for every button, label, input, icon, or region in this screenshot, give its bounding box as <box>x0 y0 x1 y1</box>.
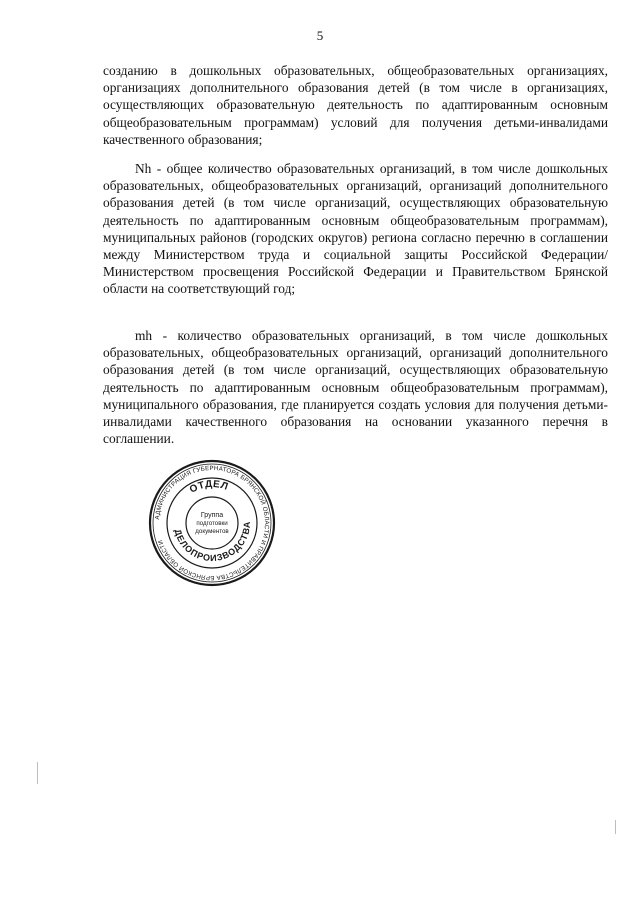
stamp-center-line-2: подготовки <box>196 520 228 527</box>
stamp-center-line-3: документов <box>195 528 229 535</box>
paragraph-1 <box>103 62 608 148</box>
stamp-seal-graphic <box>147 458 277 588</box>
stamp-center-line-1: Группа <box>200 512 224 519</box>
page-number: 5 <box>316 28 324 43</box>
paragraph-2-text: Nh - общее количество образовательных организаций, в том числе дошкольных образовательных, общеобразовательных организаций, организаций дополнительного образования детей (в том числе организаций, осуществляющих образовательную деятельность по адаптированным основным общеобразовательным программам), муниципальных районов (городских округов) региона согласно перечню в соглашении между Министерством труда и социальной защиты Российской Федерации/Министерством просвещения Российской Федерации и Правительством Брянской области на соответствующий год; <box>103 161 608 297</box>
paragraph-3 <box>103 327 608 447</box>
scan-mark <box>37 762 38 784</box>
scan-mark <box>615 820 616 834</box>
stamp-outer-text: АДМИНИСТРАЦИЯ ГУБЕРНАТОРА БРЯНСКОЙ ОБЛАСТИ И ПРАВИТЕЛЬСТВА БРЯНСКОЙ ОБЛАСТИ <box>154 464 271 582</box>
stamp-inner-top-text: ОТДЕЛ <box>187 478 230 496</box>
paragraph-2 <box>103 160 608 298</box>
office-stamp <box>147 458 277 588</box>
paragraph-3-text: mh - количество образовательных организаций, в том числе дошкольных образовательных, общеобразовательных организаций, организаций дополнительного образования детей (в том числе организаций, осуществляющих образовательную деятельность по адаптированным основным общеобразовательным программам), муниципального образования, где планируется создать условия для получения детьми-инвалидами качественного образования на основании указанного перечня в соглашении. <box>103 328 608 447</box>
paragraph-1-text: созданию в дошкольных образовательных, общеобразовательных организациях, организациях дополнительного образования детей (в том числе в организациях, осуществляющих образовательную деятельность по адаптированным основным общеобразовательным программам) условий для получения детьми-инвалидами качественного образования; <box>103 63 608 147</box>
stamp-inner-bottom-text: ДЕЛОПРОИЗВОДСТВА <box>172 520 253 564</box>
